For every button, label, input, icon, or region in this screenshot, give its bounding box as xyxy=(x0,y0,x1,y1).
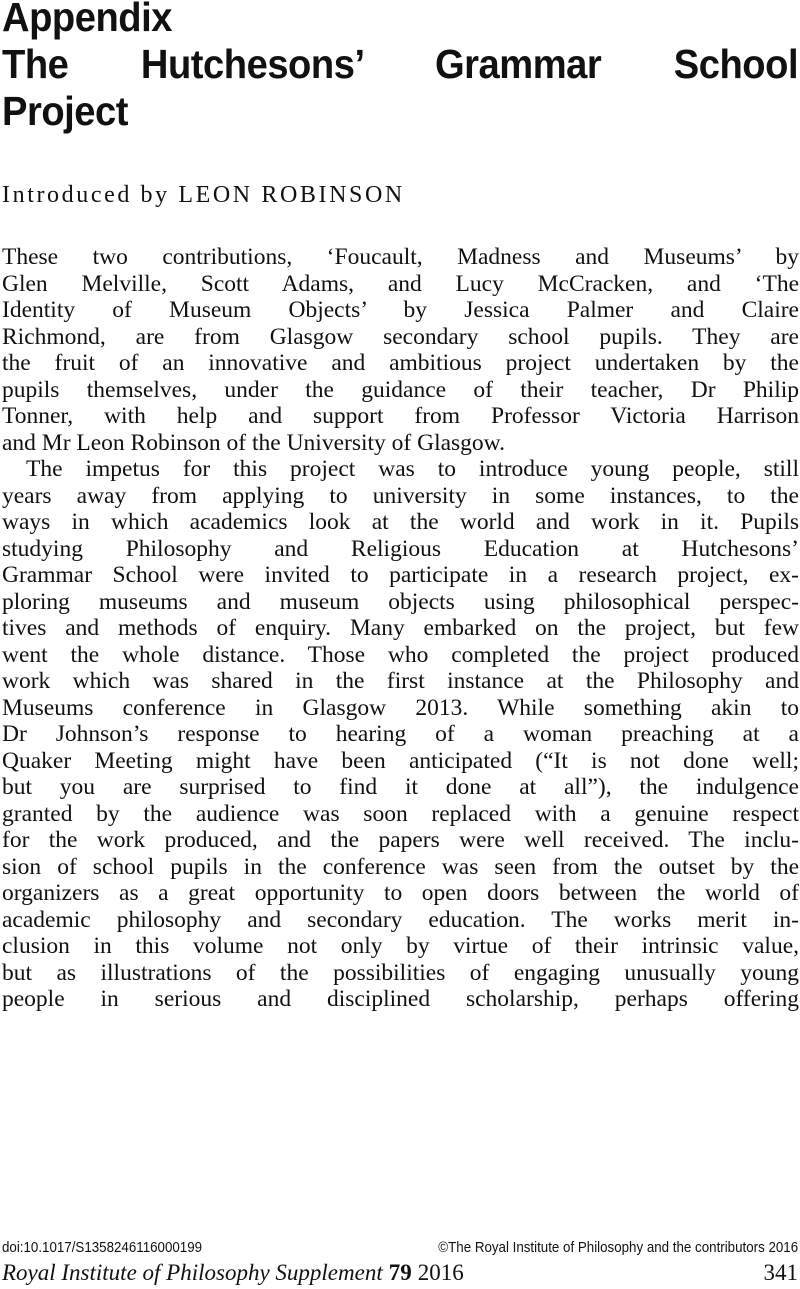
body-line: studying Philosophy and Religious Education at Hutchesons’ xyxy=(2,535,799,562)
page-number: 341 xyxy=(763,1260,798,1285)
body-line: pupils themselves, under the guidance of their teacher, Dr Philip xyxy=(2,376,799,403)
body-line: academic philosophy and secondary education. The works merit in- xyxy=(2,906,799,933)
title-line-3: Project xyxy=(2,88,129,134)
article-title xyxy=(2,0,799,135)
journal-volume: 79 xyxy=(388,1260,412,1285)
body-line: the fruit of an innovative and ambitious project undertaken by the xyxy=(2,350,799,376)
body-line: ways in which academics look at the world and work in it. Pupils xyxy=(2,509,799,535)
body-line: The impetus for this project was to introduce young people, still xyxy=(26,456,799,482)
body-line: but as illustrations of the possibilities of engaging unusually young xyxy=(2,959,799,986)
copyright-notice: ©The Royal Institute of Philosophy and the contributors 2016 xyxy=(438,1240,798,1256)
journal-year: 2016 xyxy=(417,1260,464,1285)
doi-link[interactable]: doi:10.1017/S1358246116000199 xyxy=(2,1240,203,1256)
body-line: and Mr Leon Robinson of the University of Glasgow. xyxy=(2,429,506,456)
article-body xyxy=(2,244,799,1013)
body-line: Identity of Museum Objects’ by Jessica Palmer and Claire xyxy=(2,297,799,323)
body-line: clusion in this volume not only by virtue of their intrinsic value, xyxy=(2,933,799,959)
body-line: granted by the audience was soon replaced with a genuine respect xyxy=(2,800,799,827)
body-line: for the work produced, and the papers were well received. The inclu- xyxy=(2,827,799,853)
body-line: but you are surprised to find it done at all”), the indulgence xyxy=(2,774,799,800)
journal-name: Royal Institute of Philosophy Supplement xyxy=(2,1260,383,1285)
body-line: organizers as a great opportunity to open doors between the world of xyxy=(2,880,799,906)
title-line-1: Appendix xyxy=(2,0,173,40)
body-line: Richmond, are from Glasgow secondary school pupils. They are xyxy=(2,323,799,350)
title-line-2: The Hutchesons’ Grammar School xyxy=(2,41,799,87)
journal-citation xyxy=(2,1260,464,1286)
body-line: went the whole distance. Those who completed the project produced xyxy=(2,641,799,668)
body-line: Quaker Meeting might have been anticipated (“It is not done well; xyxy=(2,747,799,774)
body-line: years away from applying to university in some instances, to the xyxy=(2,482,799,509)
body-line: ploring museums and museum objects using philosophical perspec- xyxy=(2,588,799,615)
body-line: Dr Johnson’s response to hearing of a woman preaching at a xyxy=(2,721,799,747)
body-line: sion of school pupils in the conference was seen from the outset by the xyxy=(2,853,799,880)
body-line: tives and methods of enquiry. Many embarked on the project, but few xyxy=(2,615,799,641)
body-line: Grammar School were invited to participate in a research project, ex- xyxy=(2,562,799,588)
body-line: work which was shared in the first instance at the Philosophy and xyxy=(2,668,799,694)
author-byline: Introduced by LEON ROBINSON xyxy=(2,182,405,208)
body-line: Museums conference in Glasgow 2013. While something akin to xyxy=(2,694,799,721)
body-line: These two contributions, ‘Foucault, Madness and Museums’ by xyxy=(2,244,799,270)
body-line: Glen Melville, Scott Adams, and Lucy McCracken, and ‘The xyxy=(2,270,799,297)
body-line: people in serious and disciplined scholarship, perhaps offering xyxy=(2,986,799,1012)
body-line: Tonner, with help and support from Professor Victoria Harrison xyxy=(2,403,799,429)
